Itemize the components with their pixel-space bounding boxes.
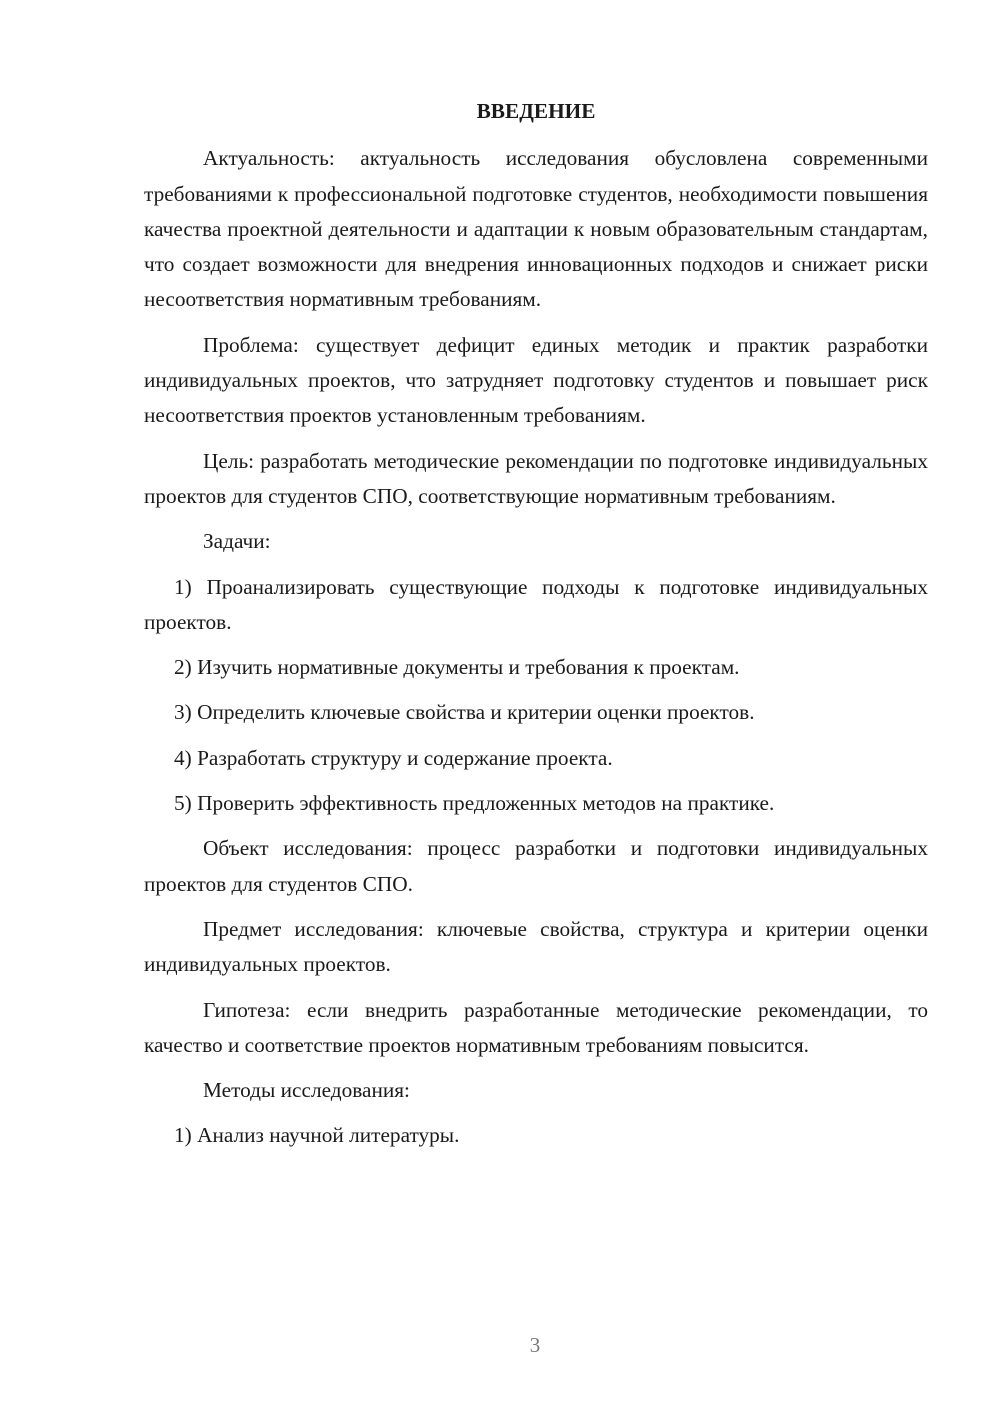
page-number: 3: [529, 1333, 541, 1357]
task-item: 5) Проверить эффективность предложенных методов на практике.: [174, 791, 775, 816]
object-paragraph: Объект исследования: процесс разработки и подготовки индивидуальных проектов для студентов СПО.: [144, 836, 928, 896]
hypothesis-paragraph: Гипотеза: если внедрить разработанные методические рекомендации, то качество и соответствие проектов нормативным требованиям повысится.: [144, 997, 928, 1057]
tasks-heading: Задачи:: [203, 529, 271, 554]
document-page: [144, 94, 928, 1164]
task-item: 3) Определить ключевые свойства и критерии оценки проектов.: [174, 700, 755, 725]
section-title: ВВЕДЕНИЕ: [476, 99, 596, 123]
problem-paragraph: Проблема: существует дефицит единых методик и практик разработки индивидуальных проектов, что затрудняет подготовку студентов и повышает риск несоответствия проектов установленным требованиям.: [144, 332, 928, 428]
task-item: 2) Изучить нормативные документы и требования к проектам.: [174, 655, 740, 680]
task-item: 1) Проанализировать существующие подходы к подготовке индивидуальных проектов.: [144, 574, 928, 634]
goal-paragraph: Цель: разработать методические рекомендации по подготовке индивидуальных проектов для студентов СПО, соответствующие нормативным требованиям.: [144, 448, 928, 508]
relevance-paragraph: Актуальность: актуальность исследования обусловлена современными требованиями к профессиональной подготовке студентов, необходимости повышения качества проектной деятельности и адаптации к новым образовательным стандартам, что создает возможности для внедрения инновационных подходов и снижает риски несоответствия нормативным требованиям.: [144, 146, 928, 312]
subject-paragraph: Предмет исследования: ключевые свойства, структура и критерии оценки индивидуальных проектов.: [144, 916, 928, 977]
method-item: 1) Анализ научной литературы.: [174, 1123, 460, 1148]
task-item: 4) Разработать структуру и содержание проекта.: [174, 745, 613, 770]
methods-heading: Методы исследования:: [203, 1078, 410, 1103]
